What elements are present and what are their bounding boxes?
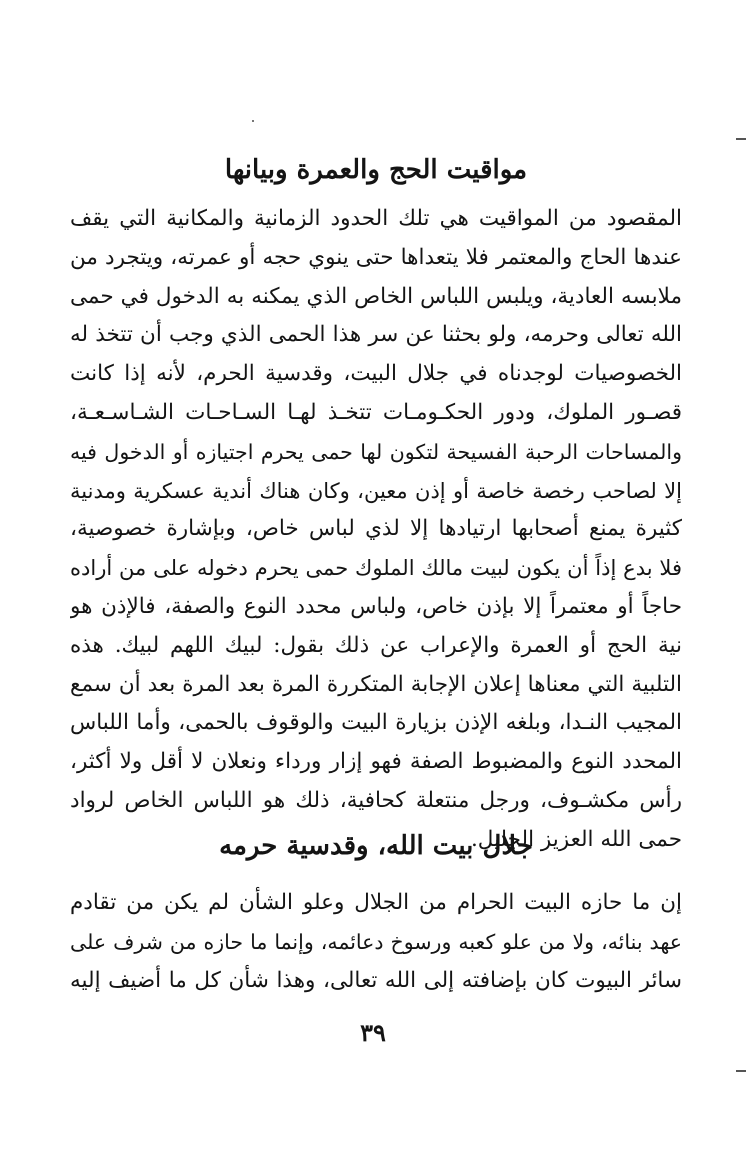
section-title: مواقيت الحج والعمرة وبيانها [224,155,528,185]
section-body [70,200,682,860]
text-line: عندها الحاج والمعتمر فلا يتعداها حتى ينوي حجه أو عمرته، ويتجرد من [70,244,682,270]
text-line: عهد بنائه، ولا من علو كعبه ورسوخ دعائمه، وإنما ما حازه من شرف على [70,929,682,954]
text-line: الله تعالى وحرمه، ولو بحثنا عن سر هذا الحمى الذي وجب أن تتخذ له [70,322,682,348]
right-edge-mark [736,138,746,140]
text-line: إلا لصاحب رخصة خاصة أو إذن معين، وكان هناك أندية عسكرية ومدنية [70,478,682,503]
text-line: حاجاً أو معتمراً إلا بإذن خاص، ولباس محدد النوع والصفة، فالإذن هو [70,593,682,619]
right-edge-mark [736,1070,746,1072]
text-line: ملابسه العادية، ويلبس اللباس الخاص الذي يمكنه به الدخول في حمى [70,283,682,309]
text-line: قصـور الملوك، ودور الحكـومـات تتخـذ لهـا السـاحـات الشـاسـعـة، [70,399,682,425]
text-line: إن ما حازه البيت الحرام من الجلال وعلو الشأن لم يكن من تقادم [70,890,682,915]
page-number: ٣٩ [360,1018,386,1047]
text-line: رأس مكشـوف، ورجل منتعلة كحافية، ذلك هو اللباس الخاص لرواد [70,787,682,813]
text-line: فلا بدع إذاً أن يكون لبيت مالك الملوك حمى يحرم دخوله على من أراده [70,556,682,581]
text-line: الخصوصيات لوجدناه في جلال البيت، وقدسية الحرم، لأنه إذا كانت [70,361,682,387]
text-line: نية الحج أو العمرة والإعراب عن ذلك بقول: لبيك اللهم لبيك. هذه [70,632,682,658]
text-line: والمساحات الرحبة الفسيحة لتكون لها حمى يحرم اجتيازه أو الدخول فيه [70,439,682,464]
text-line: حمى الله العزيز الجليل. [470,826,682,852]
page-speck [252,120,254,122]
text-line: المجيب النـدا، وبلغه الإذن بزيارة البيت والوقوف بالحمى، وأما اللباس [70,710,682,736]
text-line: المحدد النوع والمضبوط الصفة فهو إزار ورداء ونعلان لا أقل ولا أكثر، [70,749,682,775]
text-line: كثيرة يمنع أصحابها ارتيادها إلا لذي لباس خاص، وبإشارة خصوصية، [70,516,682,542]
text-line: سائر البيوت كان بإضافته إلى الله تعالى، وهذا شأن كل ما أضيف إليه [70,967,682,993]
text-line: المقصود من المواقيت هي تلك الحدود الزمانية والمكانية التي يقف [70,206,682,231]
section-body [70,884,682,1000]
text-line: التلبية التي معناها إعلان الإجابة المتكررة المرة بعد المرة بعد أن سمع [70,671,682,697]
section-title: جلال بيت الله، وقدسية حرمه [219,831,533,861]
